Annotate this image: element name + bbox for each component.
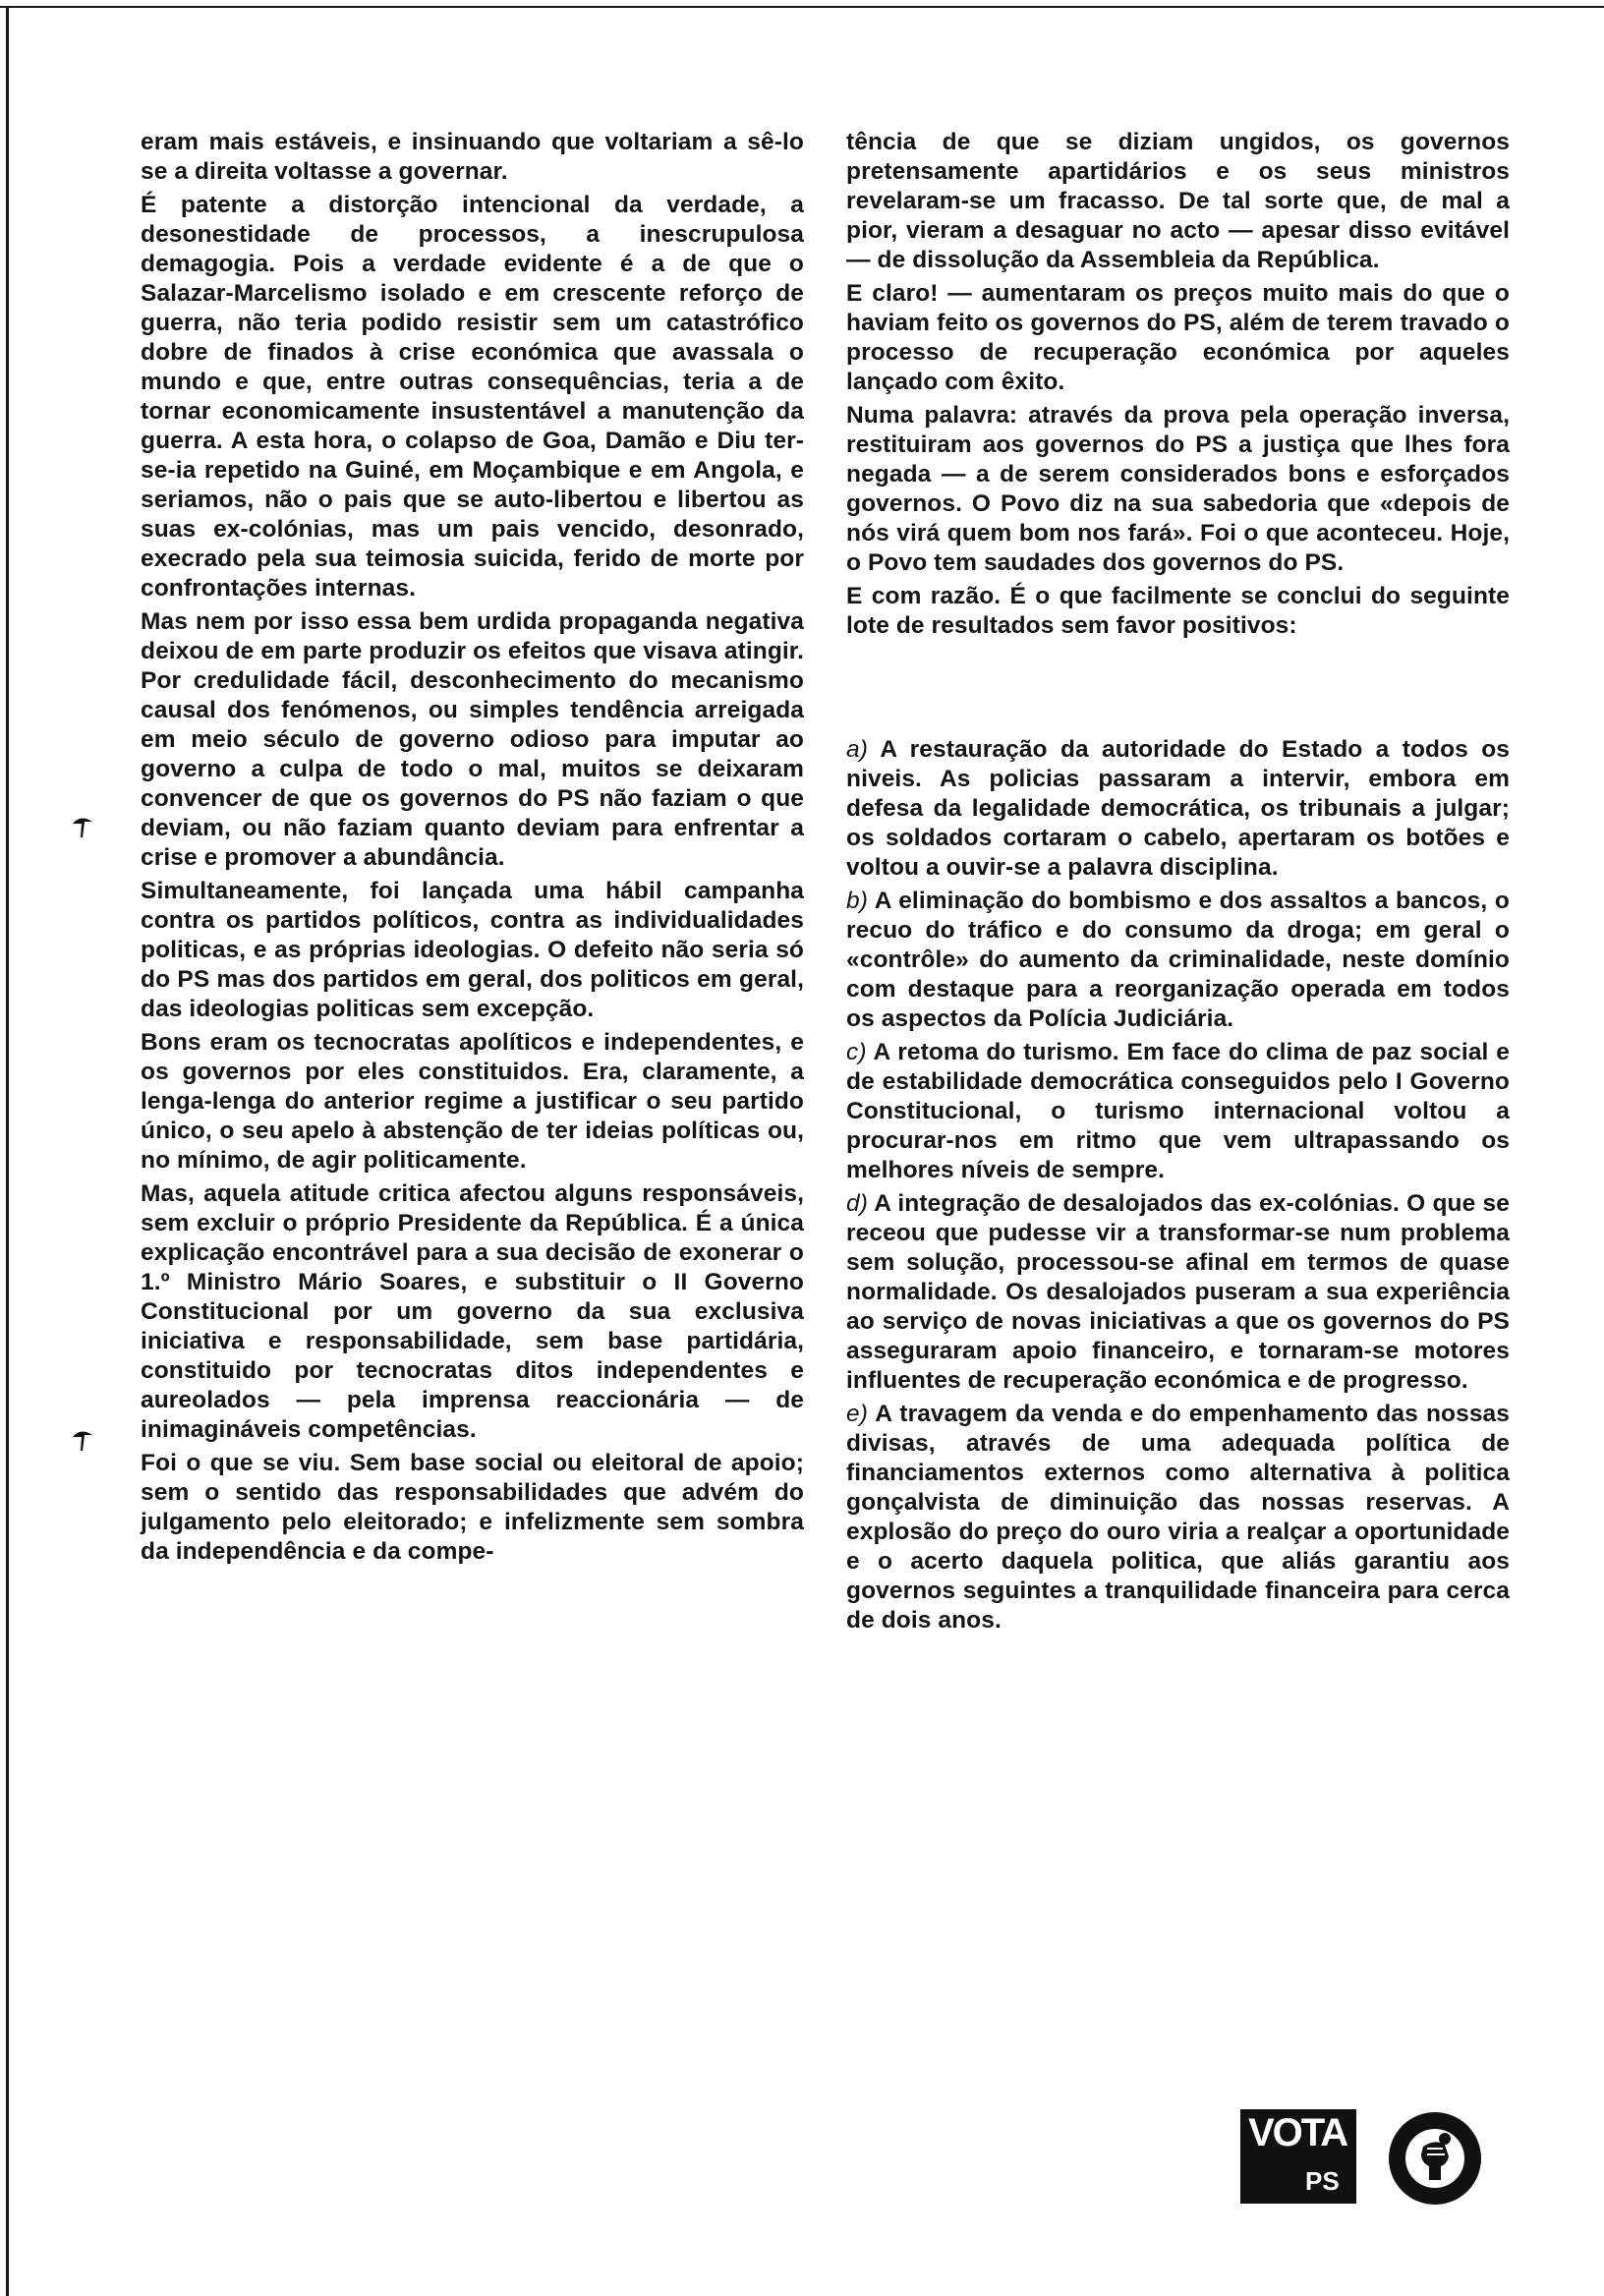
list-item-text: A retoma do turismo. Em face do clima de paz social e de estabilidade democrática conseguidos pelo I Governo Constitucional, o turismo internacional voltou a procurar-nos em ritmo que vem ultrapassando os melhores níveis de sempre.	[846, 1039, 1510, 1183]
fist-rose-seal-icon	[1386, 2109, 1484, 2208]
list-item-text: A restauração da autoridade do Estado a todos os niveis. As policias passaram a intervir, embora em defesa da legalidade democrática, os tribunais a julgar; os soldados cortaram o cabelo, apertaram os botões e voltou a ouvir-se a palavra disciplina.	[846, 736, 1510, 881]
ps-label: PS	[1305, 2166, 1340, 2196]
list-item-letter: b)	[846, 888, 868, 914]
list-item-letter: c)	[846, 1039, 867, 1065]
list-item	[846, 1400, 1510, 1636]
vota-ps-logo	[1240, 2109, 1506, 2208]
paragraph: eram mais estáveis, e insinuando que voltariam a sê-lo se a direita voltasse a governar.	[141, 129, 804, 185]
list-item-text: A eliminação do bombismo e dos assaltos a bancos, o recuo do tráfico e do consumo da droga; em geral o «contrôle» do aumento da criminalidade, neste domínio com destaque para a reorganização operada em todos os aspectos da Polícia Judiciária.	[846, 888, 1510, 1032]
paragraph: É patente a distorção intencional da verdade, a desonestidade de processos, a inescrupulosa demagogia. Pois a verdade evidente é a de que o Salazar-Marcelismo isolado e em crescente reforço de guerra, não teria podido resistir sem um catastrófico dobre de finados à crise económica que avassala o mundo e que, entre outras consequências, teria a de tornar economicamente insustentável a manutenção da guerra. A esta hora, o colapso de Goa, Damão e Diu ter-se-ia repetido na Guiné, em Moçambique e em Angola, e seriamos, não o pais que se auto-libertou e libertou as suas ex-colónias, mas um pais vencido, desonrado, execrado pela sua teimosia suicida, ferido de morte por confrontações internas.	[141, 192, 804, 602]
list-item	[846, 1189, 1510, 1396]
scan-mark-icon	[71, 1427, 94, 1451]
list-item-text: A integração de desalojados das ex-colónias. O que se receou que pudesse vir a transformar-se num problema sem solução, processou-se afinal em termos de quase normalidade. Os desalojados puseram a sua experiência ao serviço de novas iniciativas a que os governos do PS asseguraram apoio financeiro, e tornaram-se motores influentes de recuperação económica e de progresso.	[846, 1190, 1510, 1394]
paragraph: Foi o que se viu. Sem base social ou eleitoral de apoio; sem o sentido das responsabilidades que advém do julgamento pelo eleitorado; e infelizmente sem sombra da independência e da compe-	[141, 1450, 804, 1565]
paragraph: E com razão. É o que facilmente se conclui do seguinte lote de resultados sem favor positivos:	[846, 583, 1510, 639]
list-item-letter: a)	[846, 736, 868, 763]
right-column	[846, 128, 1510, 1639]
paragraph: Simultaneamente, foi lançada uma hábil campanha contra os partidos políticos, contra as individualidades politicas, e as próprias ideologias. O defeito não seria só do PS mas dos partidos em geral, dos politicos em geral, das ideologias politicas sem excepção.	[141, 878, 804, 1022]
paragraph: Mas nem por isso essa bem urdida propaganda negativa deixou de em parte produzir os efeitos que visava atingir. Por credulidade fácil, desconhecimento do mecanismo causal dos fenómenos, ou simples tendência arreigada em meio século de governo odioso para imputar ao governo a culpa de todo o mal, muitos se deixaram convencer de que os governos do PS não faziam o que deviam, ou não faziam quanto deviam para enfrentar a crise e promover a abundância.	[141, 608, 804, 871]
page-frame-top	[0, 6, 1604, 8]
list-item-letter: e)	[846, 1401, 868, 1427]
paragraph: tência de que se diziam ungidos, os governos pretensamente apartidários e os seus ministros revelaram-se um fracasso. De tal sorte que, de mal a pior, vieram a desaguar no acto — apesar disso evitável — de dissolução da Assembleia da República.	[846, 129, 1510, 273]
page-frame-left	[6, 6, 9, 2296]
scan-mark-icon	[71, 814, 94, 837]
paragraph: E claro! — aumentaram os preços muito mais do que o haviam feito os governos do PS, além de terem travado o processo de recuperação económica por aqueles lançado com êxito.	[846, 280, 1510, 395]
list-item	[846, 1038, 1510, 1185]
list-item	[846, 735, 1510, 883]
paragraph: Bons eram os tecnocratas apolíticos e independentes, e os governos por eles constituidos. Era, claramente, a lenga-lenga do anterior regime a justificar o seu partido único, o seu apelo à abstenção de ter ideias políticas ou, no mínimo, de agir politicamente.	[141, 1029, 804, 1174]
spacer	[846, 645, 1510, 735]
paragraph: Numa palavra: através da prova pela operação inversa, restituiram aos governos do PS a justiça que lhes fora negada — a de serem considerados bons e esforçados governos. O Povo diz na sua sabedoria que «depois de nós virá quem bom nos fará». Foi o que aconteceu. Hoje, o Povo tem saudades dos governos do PS.	[846, 402, 1510, 576]
vota-badge	[1240, 2109, 1356, 2204]
list-item-letter: d)	[846, 1190, 868, 1217]
list-item-text: A travagem da venda e do empenhamento das nossas divisas, através de uma adequada política de financiamentos externos como alternativa à politica gonçalvista de diminuição das nossas reservas. A explosão do preço do ouro viria a realçar a oportunidade e o acerto daquela politica, que aliás garantiu aos governos seguintes a tranquilidade financeira para cerca de dois anos.	[846, 1401, 1510, 1634]
list-item	[846, 887, 1510, 1034]
paragraph: Mas, aquela atitude critica afectou alguns responsáveis, sem excluir o próprio Presidente da República. É a única explicação encontrável para a sua decisão de exonerar o 1.º Ministro Mário Soares, e substituir o II Governo Constitucional por um governo da sua exclusiva iniciativa e responsabilidade, sem base partidária, constituido por tecnocratas ditos independentes e aureolados — pela imprensa reaccionária — de inimagináveis competências.	[141, 1180, 804, 1443]
vota-label: VOTA	[1248, 2111, 1347, 2154]
left-column	[141, 128, 804, 1571]
